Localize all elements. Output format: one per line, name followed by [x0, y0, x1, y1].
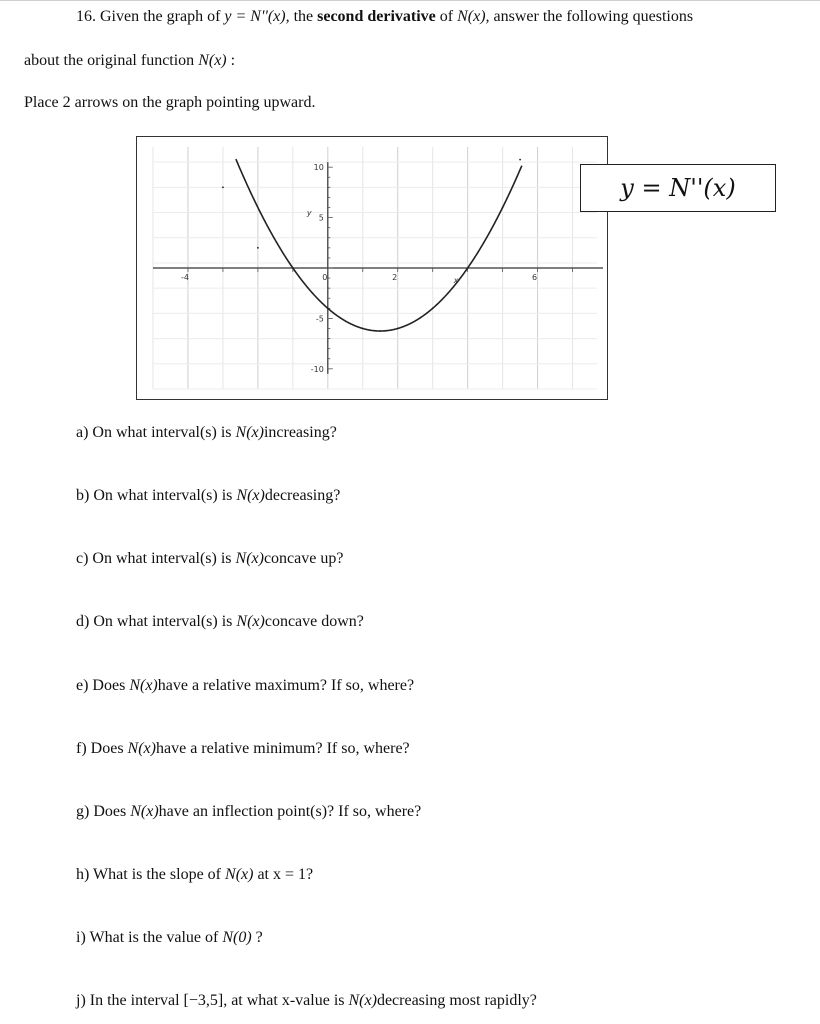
- data-point: [292, 267, 294, 269]
- intro-bold-text: second derivative: [317, 8, 436, 25]
- intro-mid-text: the: [293, 8, 314, 25]
- graph-label: y = N''(x): [620, 174, 736, 202]
- question-a: [76, 424, 337, 442]
- instruction-text: Place 2 arrows on the graph pointing upward.: [24, 94, 316, 111]
- question-h-end: at x = 1?: [257, 866, 314, 883]
- question-c-text: c) On what interval(s) is: [76, 550, 232, 567]
- data-point: [327, 307, 329, 309]
- data-point: [519, 159, 521, 161]
- question-b: [76, 487, 340, 505]
- problem-statement-line-2: [24, 52, 235, 70]
- question-g-end: have an inflection point(s)? If so, where?: [158, 803, 422, 820]
- data-point: [432, 307, 434, 309]
- question-h: [76, 866, 313, 884]
- question-g-text: g) Does: [76, 803, 127, 820]
- question-d-text: d) On what interval(s) is: [76, 613, 233, 630]
- line2-function: N(x): [198, 52, 227, 69]
- question-a-text: a) On what interval(s) is: [76, 424, 232, 441]
- data-point: [362, 328, 364, 330]
- data-point: [379, 330, 381, 332]
- curve-second-derivative: [236, 159, 522, 331]
- problem-number: 16.: [76, 8, 96, 25]
- question-h-function: N(x): [225, 866, 254, 883]
- y-tick-label: 10: [313, 163, 324, 173]
- intro-end-text: answer the following questions: [493, 8, 694, 25]
- question-e-text: e) Does: [76, 677, 126, 694]
- question-i-text: i) What is the value of: [76, 929, 219, 946]
- question-f-function: N(x): [127, 740, 156, 757]
- data-point: [467, 267, 469, 269]
- question-i-end: ?: [255, 929, 263, 946]
- question-e-end: have a relative maximum? If so, where?: [157, 677, 415, 694]
- y-tick-label: 5: [318, 213, 324, 223]
- question-j-text: j) In the interval [−3,5], at what x-value is: [76, 992, 345, 1009]
- question-b-end: decreasing?: [264, 487, 341, 504]
- question-d-function: N(x): [236, 613, 265, 630]
- question-b-function: N(x): [236, 487, 265, 504]
- intro-post-text: of: [439, 8, 454, 25]
- question-e: [76, 677, 414, 695]
- question-j-function: N(x): [348, 992, 377, 1009]
- second-derivative-graph[interactable]: [137, 137, 607, 399]
- data-point: [502, 207, 504, 209]
- data-point: [397, 328, 399, 330]
- question-h-text: h) What is the slope of: [76, 866, 222, 883]
- graph-label-box: [580, 164, 776, 212]
- question-c-function: N(x): [235, 550, 264, 567]
- question-d: [76, 613, 364, 631]
- x-tick-label: 0: [322, 273, 328, 282]
- line2-end: :: [230, 52, 236, 69]
- question-f: [76, 740, 410, 758]
- x-tick-label: -4: [180, 273, 189, 282]
- y-axis-letter: y: [306, 208, 312, 218]
- page-top-border: [0, 0, 820, 1]
- x-tick-label: 2: [392, 273, 398, 282]
- question-d-end: concave down?: [264, 613, 364, 630]
- question-e-function: N(x): [129, 677, 158, 694]
- x-tick-label: 6: [532, 273, 538, 282]
- question-a-end: increasing?: [263, 424, 337, 441]
- question-i-function: N(0): [222, 929, 252, 946]
- data-point: [257, 247, 259, 249]
- given-expression: y = N''(x),: [224, 8, 290, 25]
- intro-text: Given the graph of: [100, 8, 221, 25]
- question-c: [76, 550, 343, 568]
- question-c-end: concave up?: [263, 550, 344, 567]
- question-g: [76, 803, 421, 821]
- data-point: [222, 186, 224, 188]
- question-j-end: decreasing most rapidly?: [376, 992, 537, 1009]
- y-tick-label: -5: [315, 314, 324, 324]
- intro-function: N(x),: [457, 8, 490, 25]
- question-f-text: f) Does: [76, 740, 124, 757]
- graph-frame[interactable]: [136, 136, 608, 400]
- question-f-end: have a relative minimum? If so, where?: [155, 740, 410, 757]
- x-axis-letter: x: [453, 276, 459, 286]
- question-i: [76, 929, 263, 947]
- question-j: [76, 992, 537, 1010]
- question-a-function: N(x): [235, 424, 264, 441]
- line2-text: about the original function: [24, 52, 195, 69]
- problem-statement-line-1: [76, 8, 693, 26]
- question-g-function: N(x): [130, 803, 159, 820]
- question-b-text: b) On what interval(s) is: [76, 487, 233, 504]
- y-tick-label: -10: [310, 364, 324, 374]
